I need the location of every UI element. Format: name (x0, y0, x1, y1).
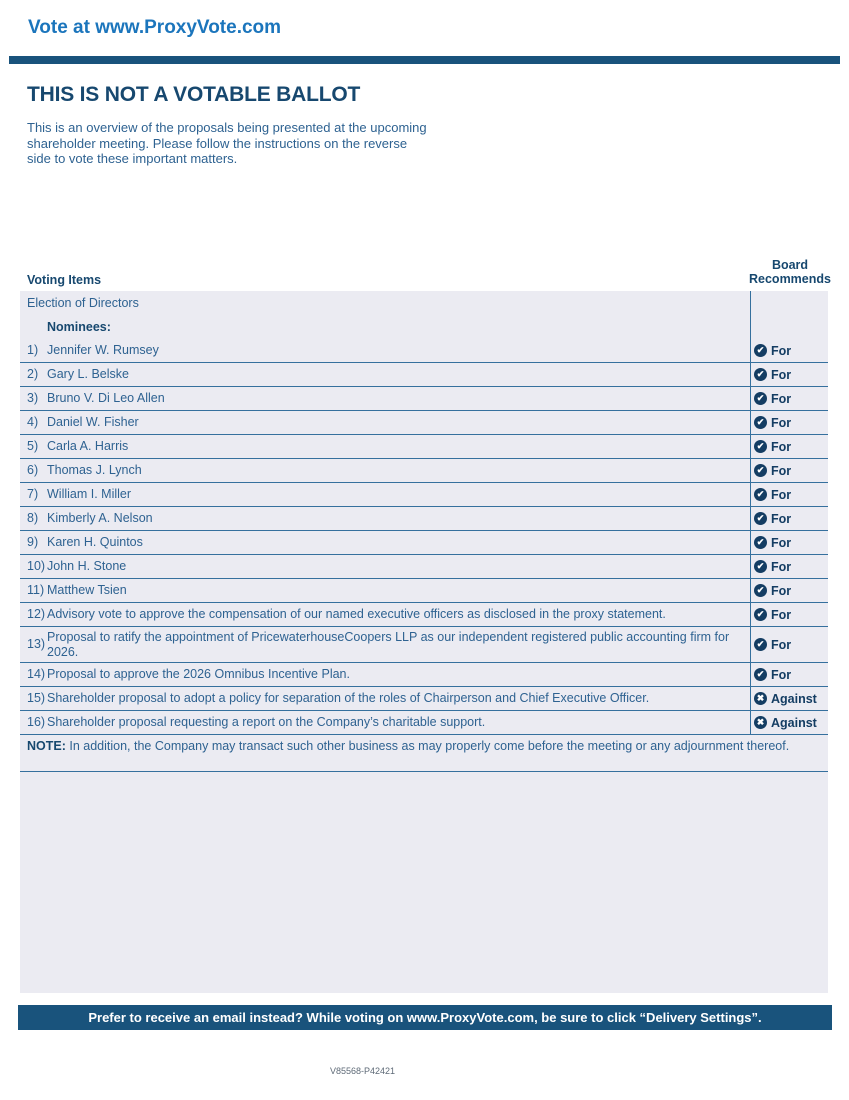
board-recommendation-cell (750, 711, 828, 734)
row-text: Jennifer W. Rumsey (47, 343, 159, 358)
note-text: In addition, the Company may transact such other business as may properly come before the meeting or any adjournment thereof. (65, 739, 790, 753)
row-number: 4) (27, 415, 39, 430)
board-recommendation-cell (750, 507, 828, 530)
row-number: 8) (27, 511, 39, 526)
recommendation-label: For (771, 583, 792, 598)
table-row (20, 603, 828, 627)
board-recommendation-cell (750, 627, 828, 662)
table-row (20, 387, 828, 411)
recommendation-label: For (771, 559, 792, 574)
recommendation-label: For (771, 343, 792, 358)
email-preference-banner: Prefer to receive an email instead? While voting on www.ProxyVote.com, be sure to click “Delivery Settings”. (18, 1005, 832, 1030)
board-recommendation-cell (750, 687, 828, 710)
not-votable-title: THIS IS NOT A VOTABLE BALLOT (27, 83, 361, 106)
row-number: 12) (27, 607, 46, 622)
recommendation-label: Against (771, 691, 817, 706)
check-circle-icon: ✔ (754, 464, 767, 477)
board-recommendation-cell (750, 363, 828, 386)
recommendation-label: For (771, 391, 792, 406)
board-recommendation-cell (750, 483, 828, 506)
table-row (20, 663, 828, 687)
table-row (20, 363, 828, 387)
table-row (20, 339, 828, 363)
check-circle-icon: ✔ (754, 512, 767, 525)
row-number: 9) (27, 535, 39, 550)
table-row (20, 507, 828, 531)
table-row (20, 711, 828, 735)
note-label: NOTE: (27, 739, 66, 753)
row-text: Proposal to ratify the appointment of PricewaterhouseCoopers LLP as our independent registered public accounting firm for 2026. (47, 630, 730, 659)
table-row-nominees (20, 315, 828, 339)
board-recommendation-cell (750, 459, 828, 482)
recommendation-label: Against (771, 715, 817, 730)
check-circle-icon: ✔ (754, 392, 767, 405)
row-number: 15) (27, 691, 46, 706)
board-recommendation-cell (750, 531, 828, 554)
column-header-voting-items: Voting Items (27, 273, 102, 287)
check-circle-icon: ✔ (754, 416, 767, 429)
board-recommendation-cell (750, 555, 828, 578)
recommendation-label: For (771, 487, 792, 502)
row-text: Advisory vote to approve the compensation of our named executive officers as disclosed in the proxy statement. (47, 607, 666, 622)
board-recommendation-cell (750, 663, 828, 686)
board-recommends-line2: Recommends (749, 271, 831, 286)
recommendation-label: For (771, 463, 792, 478)
row-text: Shareholder proposal to adopt a policy for separation of the roles of Chairperson and Chief Executive Officer. (47, 691, 650, 706)
row-number: 5) (27, 439, 39, 454)
vote-url-heading: Vote at www.ProxyVote.com (28, 17, 282, 38)
check-circle-icon: ✔ (754, 560, 767, 573)
check-circle-icon: ✔ (754, 440, 767, 453)
table-row (20, 579, 828, 603)
row-number: 2) (27, 367, 39, 382)
check-circle-icon: ✔ (754, 608, 767, 621)
recommendation-label: For (771, 367, 792, 382)
board-recommendation-cell (750, 411, 828, 434)
row-text: Karen H. Quintos (47, 535, 143, 550)
check-circle-icon: ✔ (754, 668, 767, 681)
row-text: Shareholder proposal requesting a report on the Company’s charitable support. (47, 715, 486, 730)
table-row (20, 687, 828, 711)
nominees-label: Nominees: (47, 319, 111, 334)
board-recommends-line1: Board (771, 258, 809, 272)
table-row (20, 411, 828, 435)
board-recommendation-cell (750, 603, 828, 626)
row-number: 13) (27, 637, 46, 652)
x-circle-icon: ✖ (754, 716, 767, 729)
header-rule (9, 56, 840, 64)
recommendation-label: For (771, 667, 792, 682)
row-text: William I. Miller (47, 487, 132, 502)
row-text: Daniel W. Fisher (47, 415, 139, 430)
intro-paragraph: This is an overview of the proposals being presented at the upcoming shareholder meeting. Please follow the instructions on the reverse side to vote these important matters. (27, 120, 427, 166)
table-row-election-of-directors (20, 291, 828, 315)
check-circle-icon: ✔ (754, 584, 767, 597)
check-circle-icon: ✔ (754, 536, 767, 549)
table-row (20, 483, 828, 507)
row-text: John H. Stone (47, 559, 127, 574)
table-row (20, 531, 828, 555)
check-circle-icon: ✔ (754, 638, 767, 651)
table-row (20, 435, 828, 459)
row-number: 3) (27, 391, 39, 406)
row-number: 10) (27, 559, 46, 574)
table-row-note (20, 735, 828, 772)
section-label: Election of Directors (27, 295, 139, 310)
row-text: Bruno V. Di Leo Allen (47, 391, 165, 406)
recommendation-cell-empty (750, 291, 828, 315)
check-circle-icon: ✔ (754, 344, 767, 357)
row-text: Matthew Tsien (47, 583, 127, 598)
row-number: 6) (27, 463, 39, 478)
table-row (20, 555, 828, 579)
board-recommendation-cell (750, 579, 828, 602)
table-row (20, 627, 828, 663)
x-circle-icon: ✖ (754, 692, 767, 705)
row-number: 16) (27, 715, 46, 730)
recommendation-label: For (771, 535, 792, 550)
row-number: 7) (27, 487, 39, 502)
recommendation-label: For (771, 637, 792, 652)
document-control-number: V85568-P42421 (329, 1066, 396, 1076)
recommendation-label: For (771, 511, 792, 526)
recommendation-label: For (771, 607, 792, 622)
board-recommendation-cell (750, 339, 828, 362)
row-text: Kimberly A. Nelson (47, 511, 153, 526)
row-number: 14) (27, 667, 46, 682)
board-recommendation-cell (750, 435, 828, 458)
row-text: Carla A. Harris (47, 439, 129, 454)
row-text: Thomas J. Lynch (47, 463, 142, 478)
row-number: 11) (27, 583, 45, 598)
recommendation-cell-empty (750, 315, 828, 339)
voting-item-rows (20, 339, 828, 735)
board-recommendation-cell (750, 387, 828, 410)
row-number: 1) (27, 343, 39, 358)
row-text: Proposal to approve the 2026 Omnibus Incentive Plan. (47, 667, 350, 682)
check-circle-icon: ✔ (754, 368, 767, 381)
row-text: Gary L. Belske (47, 367, 129, 382)
voting-items-table (20, 291, 828, 993)
check-circle-icon: ✔ (754, 488, 767, 501)
table-row (20, 459, 828, 483)
column-header-board-recommends (749, 259, 831, 286)
recommendation-label: For (771, 439, 792, 454)
recommendation-label: For (771, 415, 792, 430)
